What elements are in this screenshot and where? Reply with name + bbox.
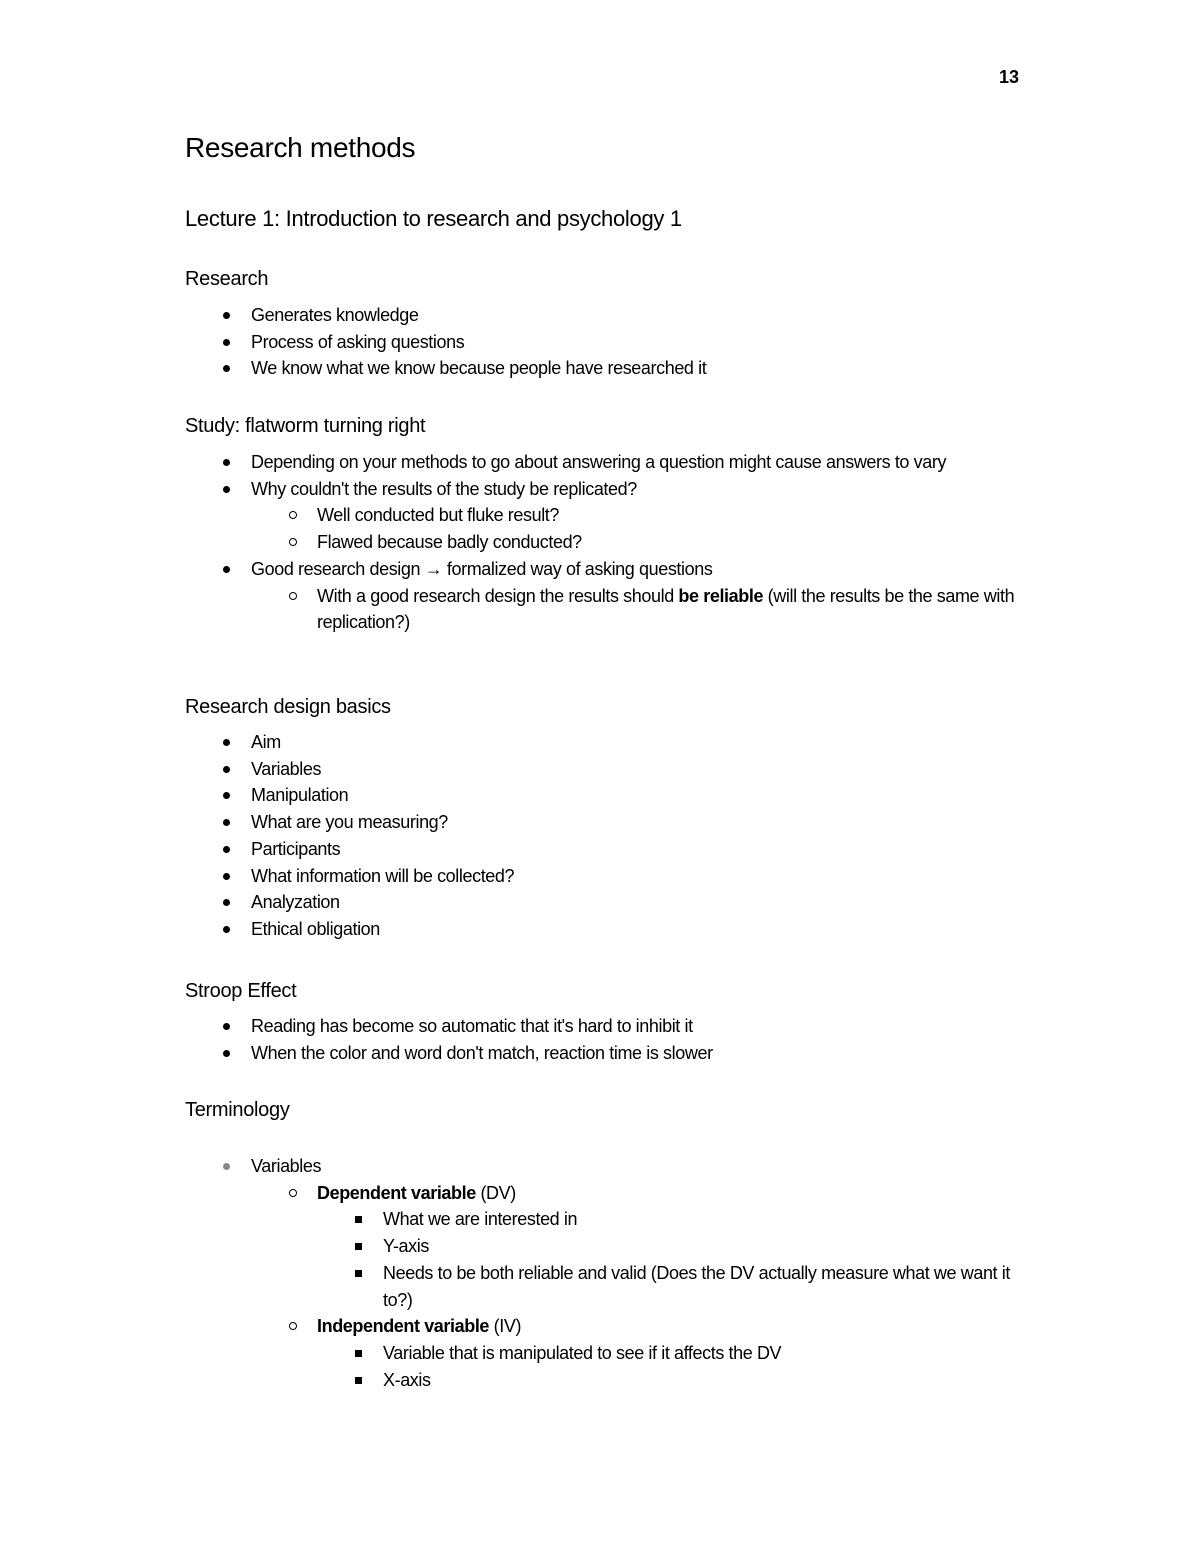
- sub-list-item-text: Flawed because badly conducted?: [317, 532, 582, 553]
- list-item: [185, 836, 1025, 863]
- document-title: Research methods: [185, 132, 416, 163]
- sub-list-item: [251, 502, 1025, 529]
- list-item-text: Variables: [251, 1156, 322, 1176]
- circle-bullet-icon: [289, 1322, 297, 1330]
- list-item-text: We know what we know because people have researched it: [251, 358, 707, 379]
- list-item: [185, 782, 1025, 809]
- list-item: [185, 355, 1025, 382]
- list-item-text: Reading has become so automatic that it's hard to inhibit it: [251, 1016, 693, 1036]
- list-item: [185, 1013, 1025, 1040]
- sub-sub-list-item: [317, 1260, 1025, 1313]
- sub-sub-list-item-text: Variable that is manipulated to see if it affects the DV: [383, 1342, 782, 1363]
- bullet-icon: [223, 312, 230, 319]
- list-item-text: What information will be collected?: [251, 865, 515, 886]
- section-heading-research: Research: [185, 268, 269, 290]
- section-heading-design-basics: Research design basics: [185, 696, 391, 718]
- bullet-icon: [223, 739, 230, 746]
- page-number: 13: [998, 67, 1019, 87]
- term-text: Independent variable: [317, 1316, 490, 1337]
- research-list: [185, 302, 1025, 382]
- sub-list-item-text: Well conducted but fluke result?: [317, 505, 560, 526]
- bullet-icon: [223, 899, 230, 906]
- sub-sub-list: [317, 1340, 1025, 1393]
- sub-sub-list-item-text: Y-axis: [383, 1236, 429, 1257]
- list-item: [185, 329, 1025, 356]
- bullet-icon: [223, 566, 230, 573]
- list-item-text: Why couldn't the results of the study be replicated?: [251, 478, 637, 499]
- square-bullet-icon: [355, 1270, 362, 1277]
- terminology-list: [185, 1153, 1025, 1393]
- bullet-icon: [223, 766, 230, 773]
- list-item-text: Generates knowledge: [251, 305, 419, 325]
- bullet-icon: [223, 873, 230, 880]
- list-item: [185, 1153, 1025, 1393]
- bullet-icon: [223, 1050, 230, 1057]
- list-item-text: Participants: [251, 838, 341, 859]
- list-item-text: Variables: [251, 758, 322, 779]
- sub-list-item-text: With a good research design the results should: [317, 585, 679, 606]
- circle-bullet-icon: [289, 592, 297, 600]
- list-item: [185, 809, 1025, 836]
- section-heading-study: Study: flatworm turning right: [185, 415, 426, 437]
- sub-list: [251, 502, 1025, 555]
- list-item: [185, 556, 1025, 636]
- list-item-text: Analyzation: [251, 892, 340, 913]
- list-item-text: Manipulation: [251, 785, 349, 806]
- square-bullet-icon: [355, 1377, 362, 1384]
- sub-list: [251, 583, 1025, 636]
- bullet-icon: [223, 339, 230, 346]
- sub-sub-list-item-text: What we are interested in: [383, 1209, 578, 1230]
- circle-bullet-icon: [289, 511, 297, 519]
- list-item: [185, 1040, 1025, 1067]
- section-heading-stroop: Stroop Effect: [185, 980, 297, 1002]
- list-item: [185, 302, 1025, 329]
- sub-sub-list-item: [317, 1340, 1025, 1367]
- bullet-icon: [223, 846, 230, 853]
- sub-sub-list-item: [317, 1233, 1025, 1260]
- section-heading-terminology: Terminology: [185, 1099, 290, 1121]
- bullet-icon: [223, 459, 230, 466]
- emphasis-text: be reliable: [678, 585, 764, 606]
- sub-sub-list-item: [317, 1367, 1025, 1394]
- list-item: [185, 889, 1025, 916]
- bullet-icon: [223, 1023, 230, 1030]
- list-item: [185, 756, 1025, 783]
- list-item-text: When the color and word don't match, reaction time is slower: [251, 1042, 713, 1063]
- stroop-list: [185, 1013, 1025, 1066]
- list-item-text: What are you measuring?: [251, 812, 448, 833]
- sub-list-item-text: (will the results be the same with replication?): [317, 585, 1015, 633]
- sub-sub-list-item-text: Needs to be both reliable and valid (Does the DV actually measure what we want it to?): [383, 1262, 1010, 1310]
- list-item-text: Depending on your methods to go about answering a question might cause answers to vary: [251, 452, 947, 472]
- bullet-icon: [223, 819, 230, 826]
- list-item: [185, 863, 1025, 890]
- list-item-text: Ethical obligation: [251, 918, 380, 939]
- circle-bullet-icon: [289, 538, 297, 546]
- square-bullet-icon: [355, 1216, 362, 1223]
- circle-bullet-icon: [289, 1189, 297, 1197]
- bullet-icon: [223, 792, 230, 799]
- list-item: [185, 916, 1025, 943]
- list-item: [185, 449, 1025, 476]
- bullet-icon: [223, 486, 230, 493]
- sub-sub-list: [317, 1206, 1025, 1313]
- square-bullet-icon: [355, 1243, 362, 1250]
- bullet-icon: [223, 365, 230, 372]
- sub-list: [251, 1180, 1025, 1394]
- term-text: Dependent variable: [317, 1182, 476, 1203]
- design-basics-list: [185, 729, 1025, 943]
- term-abbreviation: (IV): [489, 1316, 522, 1337]
- sub-list-item: [251, 529, 1025, 556]
- bullet-icon: [223, 926, 230, 933]
- list-item: [185, 729, 1025, 756]
- study-list: [185, 449, 1025, 636]
- term-abbreviation: (DV): [475, 1182, 516, 1203]
- bullet-icon: [223, 1163, 230, 1170]
- list-item-text: Good research design → formalized way of asking questions: [251, 558, 713, 579]
- sub-sub-list-item: [317, 1206, 1025, 1233]
- list-item-text: Aim: [251, 732, 281, 752]
- sub-list-item: [251, 1180, 1025, 1314]
- list-item: [185, 476, 1025, 556]
- sub-list-item: [251, 583, 1025, 636]
- list-item-text: Process of asking questions: [251, 331, 465, 352]
- sub-sub-list-item-text: X-axis: [383, 1369, 431, 1390]
- square-bullet-icon: [355, 1350, 362, 1357]
- lecture-heading: Lecture 1: Introduction to research and psychology 1: [185, 206, 682, 231]
- sub-list-item: [251, 1313, 1025, 1393]
